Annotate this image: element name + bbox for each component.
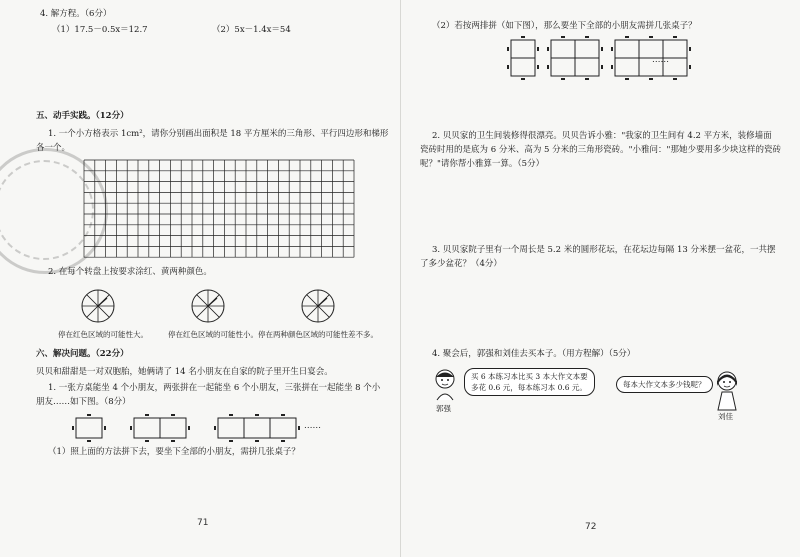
bubble1-line1: 买 6 本练习本比买 3 本大作文本要 <box>471 372 588 381</box>
ellipsis: …… <box>304 421 321 431</box>
page-number-right: 72 <box>585 522 597 532</box>
equation-1: （1）17.5－0.5x＝12.7 <box>52 25 148 35</box>
boy-figure <box>432 368 458 400</box>
q2-line3: 呢？"请你帮小雅算一算。（5分） <box>420 159 545 169</box>
q4-title-right: 4. 聚会后，郭强和刘佳去买本子。（用方程解）（5分） <box>432 349 636 359</box>
spinner-1 <box>80 288 116 324</box>
sec5-q1-line2: 各一个。 <box>36 143 71 153</box>
girl-figure <box>712 370 742 410</box>
section-6-title: 六、解决问题。（22分） <box>36 349 129 359</box>
section-5-title: 五、动手实践。（12分） <box>36 111 129 121</box>
spinner-3-pointer <box>318 298 327 306</box>
page-number-left: 71 <box>197 518 209 528</box>
table-arrangement-one-row <box>70 412 310 446</box>
sec5-q1-line1: 1. 一个小方格表示 1cm²，请你分别画出面积是 18 平方厘米的三角形、平行四边形和梯形 <box>48 129 389 139</box>
name-liu-jia: 刘佳 <box>718 412 733 421</box>
q3-line2: 了多少盆花？（4分） <box>420 259 502 269</box>
table-arrangement-two-rows <box>505 36 705 82</box>
sec5-q2: 2. 在每个转盘上按要求涂红、黄两种颜色。 <box>48 267 212 277</box>
ellipsis-right: …… <box>652 55 669 65</box>
drawing-grid <box>84 160 354 257</box>
sub-question-2: （2）若按两排拼（如下图），那么要坐下全部的小朋友需拼几张桌子？ <box>432 21 697 31</box>
speech-bubble-guo-qiang <box>464 368 595 396</box>
bubble1-line2: 多花 0.6 元，每本练习本 0.6 元。 <box>471 383 587 392</box>
spinner-2 <box>190 288 226 324</box>
page-fold <box>400 0 401 557</box>
bubble2-text: 每本大作文本多少钱呢？ <box>623 380 706 389</box>
spinner-caption-2: 停在红色区域的可能性小。 <box>168 330 258 339</box>
speech-bubble-liu-jia <box>616 376 713 393</box>
q2-line2: 瓷砖时用的是底为 6 分米、高为 5 分米的三角形瓷砖。"小雅问："那她少要用多少块这样的瓷砖 <box>420 145 781 155</box>
spinner-caption-3: 停在两种颜色区域的可能性差不多。 <box>258 330 378 339</box>
q4-title: 4. 解方程。（6分） <box>40 9 112 19</box>
equation-2: （2）5x－1.4x＝54 <box>212 25 291 35</box>
sec6-q1-line2: 朋友……如下图。（8分） <box>36 397 131 407</box>
sec6-q1-sub1: （1）照上面的方法拼下去，要坐下全部的小朋友，需拼几张桌子？ <box>48 447 300 457</box>
spinner-2-pointer <box>208 298 217 306</box>
q3-line1: 3. 贝贝家院子里有一个周长是 5.2 米的圆形花坛，在花坛边每隔 13 分米摆一盆花，一共摆 <box>432 245 776 255</box>
spinner-caption-1: 停在红色区域的可能性大。 <box>58 330 148 339</box>
sec6-intro: 贝贝和甜甜是一对双胞胎，她俩请了 14 名小朋友在自家的院子里开生日宴会。 <box>36 367 333 377</box>
spinner-3 <box>300 288 336 324</box>
name-guo-qiang: 郭强 <box>436 404 451 413</box>
spinner-1-pointer <box>98 298 107 306</box>
q2-line1: 2. 贝贝家的卫生间装修得很漂亮。贝贝告诉小雅："我家的卫生间有 4.2 平方米，装修墙面 <box>432 131 772 141</box>
sec6-q1-line1: 1. 一张方桌能坐 4 个小朋友，两张拼在一起能坐 6 个小朋友，三张拼在一起能坐 8 个小 <box>48 383 381 393</box>
